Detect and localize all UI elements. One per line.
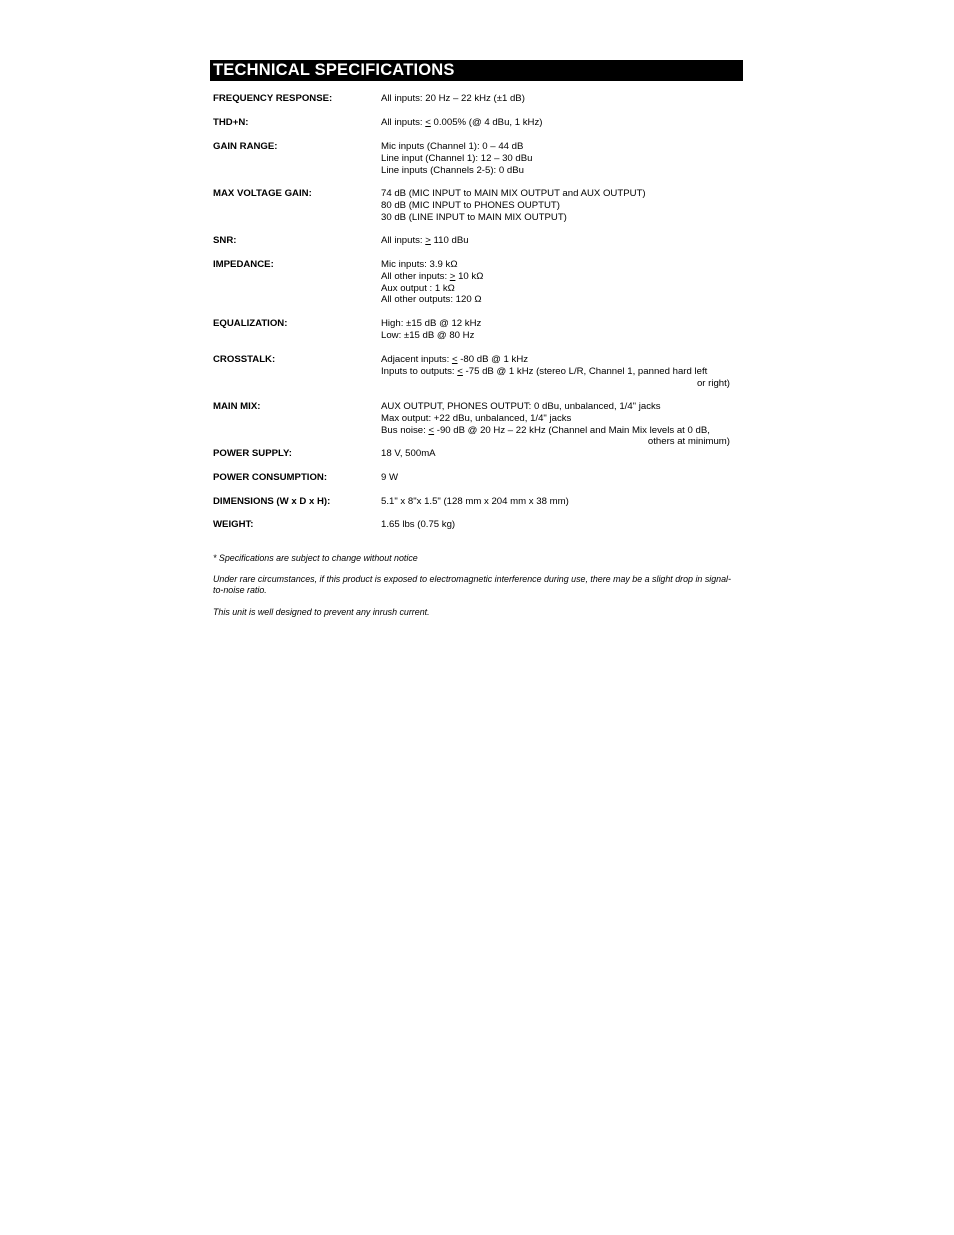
spec-value-line	[381, 271, 733, 283]
spec-values	[381, 318, 733, 342]
spec-values	[381, 93, 733, 105]
spec-value-line: 74 dB (MIC INPUT to MAIN MIX OUTPUT and AUX OUTPUT)	[381, 188, 646, 199]
comparison-symbol: <	[451, 354, 458, 365]
spec-values	[381, 496, 733, 508]
spec-value-line	[381, 354, 733, 366]
spec-value-text: -80 dB @ 1 kHz	[457, 354, 529, 365]
footnote: Under rare circumstances, if this product is exposed to electromagnetic interference during use, there may be a slight drop in signal-to-noise ratio.	[213, 574, 731, 595]
spec-value-line: 9 W	[381, 472, 399, 483]
spec-value-line: High: ±15 dB @ 12 kHz	[381, 318, 482, 329]
comparison-symbol: >	[425, 235, 431, 246]
comparison-symbol: >	[449, 270, 456, 282]
spec-values	[381, 259, 733, 306]
spec-values	[381, 354, 733, 389]
comparison-symbol: <	[457, 365, 463, 377]
spec-value-line: Max output: +22 dBu, unbalanced, 1/4" jacks	[381, 412, 572, 424]
spec-value-line: Aux output : 1 kΩ	[381, 282, 455, 294]
spec-value-line: others at minimum)	[647, 436, 730, 448]
spec-value-text: 0.005% (@ 4 dBu, 1 kHz)	[430, 117, 543, 128]
spec-label: MAIN MIX:	[213, 401, 261, 412]
spec-value-line: 30 dB (LINE INPUT to MAIN MIX OUTPUT)	[381, 211, 567, 223]
spec-label: THD+N:	[213, 117, 249, 128]
spec-value-line	[381, 117, 733, 129]
spec-value-text: Bus noise:	[381, 424, 429, 436]
spec-value-text: All inputs:	[381, 117, 426, 128]
spec-values	[381, 141, 733, 176]
spec-label: POWER SUPPLY:	[213, 448, 292, 459]
spec-values	[381, 117, 733, 129]
comparison-symbol: <	[425, 117, 431, 128]
spec-value-line: or right)	[696, 377, 730, 389]
spec-label: GAIN RANGE:	[213, 141, 278, 152]
spec-value-text: 110 dBu	[430, 235, 469, 246]
spec-label: DIMENSIONS (W x D x H):	[213, 496, 331, 507]
spec-values	[381, 519, 733, 531]
spec-value-text: Inputs to outputs:	[381, 365, 458, 377]
spec-value-text: 10 kΩ	[455, 270, 484, 282]
spec-label: MAX VOLTAGE GAIN:	[213, 188, 312, 199]
spec-value-line: 5.1" x 8"x 1.5" (128 mm x 204 mm x 38 mm)	[381, 496, 569, 507]
spec-value-line: Mic inputs (Channel 1): 0 – 44 dB	[381, 141, 524, 152]
spec-value-line: Line input (Channel 1): 12 – 30 dBu	[381, 152, 533, 164]
spec-label: FREQUENCY RESPONSE:	[213, 93, 333, 104]
spec-value-text: -90 dB @ 20 Hz – 22 kHz (Channel and Main Mix levels at 0 dB,	[434, 424, 710, 436]
spec-label: CROSSTALK:	[213, 354, 276, 365]
spec-value-text: All inputs:	[381, 235, 426, 246]
footnote: This unit is well designed to prevent any inrush current.	[213, 607, 430, 617]
spec-label: POWER CONSUMPTION:	[213, 472, 328, 483]
spec-value-line: Mic inputs: 3.9 kΩ	[381, 259, 458, 270]
spec-value-line: 1.65 lbs (0.75 kg)	[381, 519, 456, 530]
comparison-symbol: <	[428, 424, 435, 436]
spec-values	[381, 448, 733, 460]
spec-value-text: Adjacent inputs:	[381, 354, 452, 365]
spec-label: EQUALIZATION:	[213, 318, 288, 329]
footnote: * Specifications are subject to change without notice	[213, 553, 418, 563]
spec-value-line: Low: ±15 dB @ 80 Hz	[381, 329, 475, 341]
spec-value-line: 80 dB (MIC INPUT to PHONES OUPTUT)	[381, 199, 560, 211]
spec-value-line	[381, 366, 733, 378]
spec-value-text: -75 dB @ 1 kHz (stereo L/R, Channel 1, panned hard left	[462, 365, 708, 377]
spec-value-line: Line inputs (Channels 2-5): 0 dBu	[381, 164, 524, 176]
spec-values	[381, 188, 733, 223]
spec-value-line: 18 V, 500mA	[381, 448, 436, 459]
spec-label: SNR:	[213, 235, 237, 246]
spec-value-line: All inputs: 20 Hz – 22 kHz (±1 dB)	[381, 93, 525, 104]
spec-values	[381, 472, 733, 484]
spec-value-line: All other outputs: 120 Ω	[381, 294, 482, 306]
spec-value-line: AUX OUTPUT, PHONES OUTPUT: 0 dBu, unbalanced, 1/4" jacks	[381, 401, 661, 412]
spec-value-text: All other inputs:	[381, 270, 450, 282]
spec-label: WEIGHT:	[213, 519, 254, 530]
spec-label: IMPEDANCE:	[213, 259, 274, 270]
page-title: TECHNICAL SPECIFICATIONS	[210, 60, 743, 81]
spec-values	[381, 401, 733, 448]
spec-values	[381, 235, 733, 247]
spec-value-line	[381, 235, 733, 247]
spec-value-line	[381, 425, 733, 437]
